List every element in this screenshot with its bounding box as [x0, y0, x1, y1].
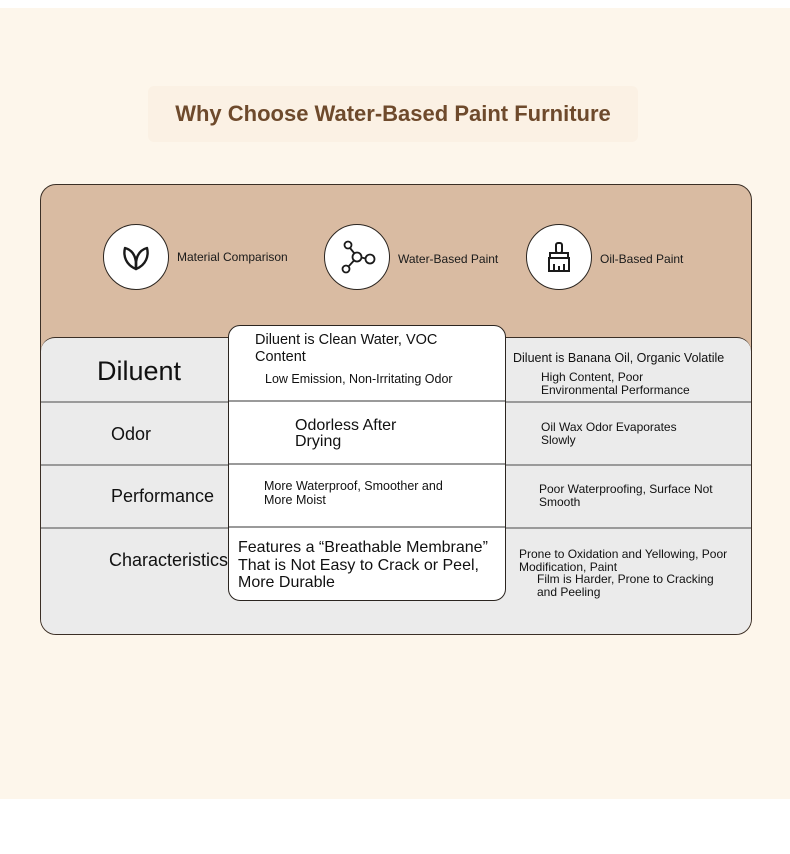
water-column — [228, 325, 506, 601]
oil-odor: Oil Wax Odor Evaporates Slowly — [541, 420, 677, 447]
water-odor: Odorless After Drying — [295, 417, 397, 450]
row-divider — [229, 463, 505, 465]
water-diluent-line1: Diluent is Clean Water, VOC Content — [255, 332, 438, 365]
oil-performance: Poor Waterproofing, Surface Not Smooth — [539, 482, 713, 509]
water-characteristics: Features a “Breathable Membrane” That is Not Easy to Crack or Peel, More Durable — [238, 539, 488, 591]
water-performance: More Waterproof, Smoother and More Moist — [264, 479, 443, 507]
oil-diluent-line2: High Content, Poor Environmental Performance — [541, 370, 690, 397]
header-water-label: Water-Based Paint — [398, 252, 499, 266]
leaf-icon — [103, 224, 169, 290]
row-label-diluent: Diluent — [97, 356, 182, 386]
header-water — [324, 224, 498, 290]
oil-diluent-line1: Diluent is Banana Oil, Organic Volatile — [513, 351, 725, 365]
row-divider — [229, 400, 505, 402]
header-material — [103, 224, 288, 290]
comparison-table — [40, 184, 752, 635]
row-label-odor: Odor — [111, 424, 152, 444]
page-background — [0, 8, 790, 799]
header-material-label: Material Comparison — [177, 250, 288, 264]
row-label-characteristics: Characteristics — [109, 550, 229, 570]
row-divider — [229, 526, 505, 528]
row-label-performance: Performance — [111, 486, 215, 506]
oil-characteristics-line1: Prone to Oxidation and Yellowing, Poor Modification, Paint — [519, 547, 728, 574]
header-oil — [526, 224, 683, 290]
water-diluent-line2: Low Emission, Non-Irritating Odor — [265, 372, 453, 386]
paintbrush-icon — [526, 224, 592, 290]
molecule-icon — [324, 224, 390, 290]
oil-characteristics-line2: Film is Harder, Prone to Cracking and Peeling — [537, 572, 714, 599]
header-oil-label: Oil-Based Paint — [600, 252, 684, 266]
page-title: Why Choose Water-Based Paint Furniture — [148, 86, 638, 142]
